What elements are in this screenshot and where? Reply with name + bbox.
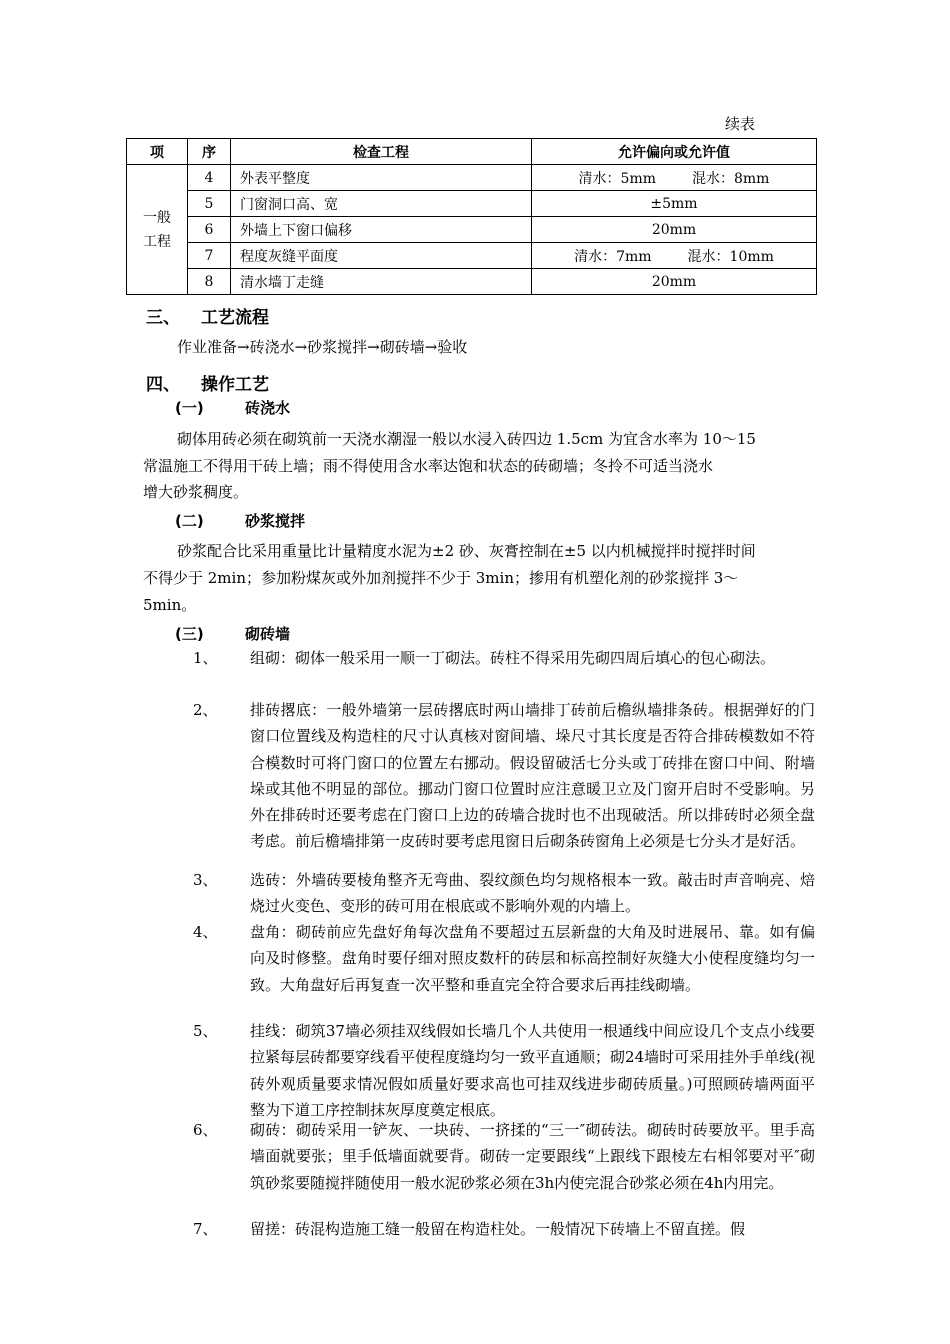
paragraph-line: 增大砂浆稠度。 bbox=[143, 483, 249, 501]
subsection-heading-1 bbox=[175, 397, 290, 418]
table-row bbox=[127, 243, 817, 269]
paragraph-line: 常温施工不得用干砖上墙；雨不得使用含水率达饱和状态的砖砌墙；冬拎不可适当浇水 bbox=[143, 457, 714, 475]
list-item bbox=[143, 867, 815, 920]
list-text: 留搓：砖混构造施工缝一般留在构造柱处。一般情况下砖墙上不留直搓。假 bbox=[250, 1220, 746, 1238]
continued-label: 续表 bbox=[725, 115, 756, 133]
section-title: 工艺流程 bbox=[201, 308, 269, 328]
list-item bbox=[143, 1216, 815, 1242]
row-number: 4 bbox=[188, 165, 231, 191]
row-value: 20mm bbox=[532, 269, 817, 295]
list-item bbox=[143, 1117, 815, 1196]
list-text: 砌砖：砌砖采用一铲灰、一块砖、一挤揉的“三一″砌砖法。砌砖时砖要放平。里手高墙面就要张；里手低墙面就要背。砌砖一定要跟线“上跟线下跟棱左右相邻要对平″砌筑砂浆要随搅拌随使用一般水泥砂浆必须在3h内使完混合砂浆必须在4h内用完。 bbox=[250, 1121, 815, 1192]
list-text: 盘角：砌砖前应先盘好角每次盘角不要超过五层新盘的大角及时进展吊、靠。如有偏向及时修整。盘角时要仔细对照皮数杆的砖层和标高控制好灰缝大小使程度缝均匀一致。大角盘好后再复查一次平整和垂直完全符合要求后再挂线砌墙。 bbox=[250, 923, 815, 994]
group-label bbox=[127, 165, 188, 295]
process-flow: 作业准备→砖浇水→砂浆搅拌→砌砖墙→验收 bbox=[177, 338, 468, 356]
list-number: 6、 bbox=[193, 1121, 218, 1139]
row-number: 7 bbox=[188, 243, 231, 269]
subsection-title: 砌砖墙 bbox=[245, 625, 291, 643]
table-row bbox=[127, 191, 817, 217]
row-value: ±5mm bbox=[532, 191, 817, 217]
list-text: 选砖：外墙砖要棱角整齐无弯曲、裂纹颜色均匀规格根本一致。敲击时声音响亮、焙烧过火变色、变形的砖可用在根底或不影响外观的内墙上。 bbox=[250, 871, 815, 916]
row-value bbox=[532, 165, 817, 191]
section-number: 三、 bbox=[146, 308, 180, 328]
value-mixed: 混水：8mm bbox=[692, 170, 770, 187]
subsection-heading-3 bbox=[175, 623, 290, 644]
value-clear: 清水：7mm bbox=[574, 248, 652, 265]
header-seq: 序 bbox=[188, 139, 231, 165]
group-label-line: 工程 bbox=[143, 233, 171, 250]
list-item bbox=[143, 919, 815, 998]
section-heading-3 bbox=[146, 303, 269, 328]
row-item: 程度灰缝平面度 bbox=[231, 243, 532, 269]
row-number: 6 bbox=[188, 217, 231, 243]
inspection-table bbox=[126, 138, 817, 295]
subsection-number: (二) bbox=[175, 512, 204, 530]
list-number: 1、 bbox=[193, 649, 218, 667]
row-value: 20mm bbox=[532, 217, 817, 243]
section-title: 操作工艺 bbox=[201, 375, 269, 395]
subsection-number: (三) bbox=[175, 625, 204, 643]
header-item: 项 bbox=[127, 139, 188, 165]
list-number: 3、 bbox=[193, 871, 218, 889]
row-number: 8 bbox=[188, 269, 231, 295]
paragraph-line: 砂浆配合比采用重量比计量精度水泥为±2 砂、灰膏控制在±5 以内机械搅拌时搅拌时间 bbox=[177, 542, 756, 560]
subsection-heading-2 bbox=[175, 510, 305, 531]
paragraph-line: 5min。 bbox=[143, 596, 197, 614]
list-text: 组砌：砌体一般采用一顺一丁砌法。砖柱不得采用先砌四周后填心的包心砌法。 bbox=[250, 649, 776, 667]
subsection-number: (一) bbox=[175, 399, 204, 417]
row-item: 清水墙丁走缝 bbox=[231, 269, 532, 295]
row-value bbox=[532, 243, 817, 269]
list-item bbox=[143, 645, 815, 671]
subsection-title: 砖浇水 bbox=[245, 399, 291, 417]
value-clear: 清水：5mm bbox=[578, 170, 656, 187]
section-heading-4 bbox=[146, 370, 269, 395]
row-number: 5 bbox=[188, 191, 231, 217]
value-mixed: 混水：10mm bbox=[687, 248, 774, 265]
list-text: 排砖撂底：一般外墙第一层砖撂底时两山墙排丁砖前后檐纵墙排条砖。根据弹好的门窗口位置线及构造柱的尺寸认真核对窗间墙、垛尺寸其长度是否符合排砖模数如不符合模数时可将门窗口的位置左右挪动。假设留破活七分头或丁砖排在窗口中间、附墙垛或其他不明显的部位。挪动门窗口位置时应注意暖卫立及门窗开启时不受影响。另外在排砖时还要考虑在门窗口上边的砖墙合拢时也不出现破活。所以排砖时必须全盘考虑。前后檐墙排第一皮砖时要考虑甩窗日后砌条砖窗角上必须是七分头才是好活。 bbox=[250, 701, 815, 851]
list-item bbox=[143, 1018, 815, 1123]
header-tolerance: 允许偏向或允许值 bbox=[532, 139, 817, 165]
table-row bbox=[127, 165, 817, 191]
row-item: 门窗洞口高、宽 bbox=[231, 191, 532, 217]
paragraph-line: 砌体用砖必须在砌筑前一天浇水潮湿一般以水浸入砖四边 1.5cm 为宜含水率为 10～15 bbox=[177, 430, 756, 448]
group-label-line: 一般 bbox=[143, 209, 171, 226]
table-header-row bbox=[127, 139, 817, 165]
section-number: 四、 bbox=[146, 375, 180, 395]
row-item: 外墙上下窗口偏移 bbox=[231, 217, 532, 243]
list-number: 5、 bbox=[193, 1022, 218, 1040]
paragraph-line: 不得少于 2min；参加粉煤灰或外加剂搅拌不少于 3min；掺用有机塑化剂的砂浆搅拌 3～ bbox=[143, 569, 739, 587]
list-number: 7、 bbox=[193, 1220, 218, 1238]
list-number: 2、 bbox=[193, 701, 218, 719]
header-check: 检查工程 bbox=[231, 139, 532, 165]
list-number: 4、 bbox=[193, 923, 218, 941]
row-item: 外表平整度 bbox=[231, 165, 532, 191]
subsection-title: 砂浆搅拌 bbox=[245, 512, 306, 530]
list-text: 挂线：砌筑37墙必须挂双线假如长墙几个人共使用一根通线中间应设几个支点小线要拉紧每层砖都要穿线看平使程度缝均匀一致平直通顺；砌24墙时可采用挂外手单线(视砖外观质量要求情况假如质量好要求高也可挂双线进步砌砖质量。)可照顾砖墙两面平整为下道工序控制抹灰厚度奠定根底。 bbox=[250, 1022, 815, 1119]
table-row bbox=[127, 217, 817, 243]
list-item bbox=[143, 697, 815, 855]
table-row bbox=[127, 269, 817, 295]
